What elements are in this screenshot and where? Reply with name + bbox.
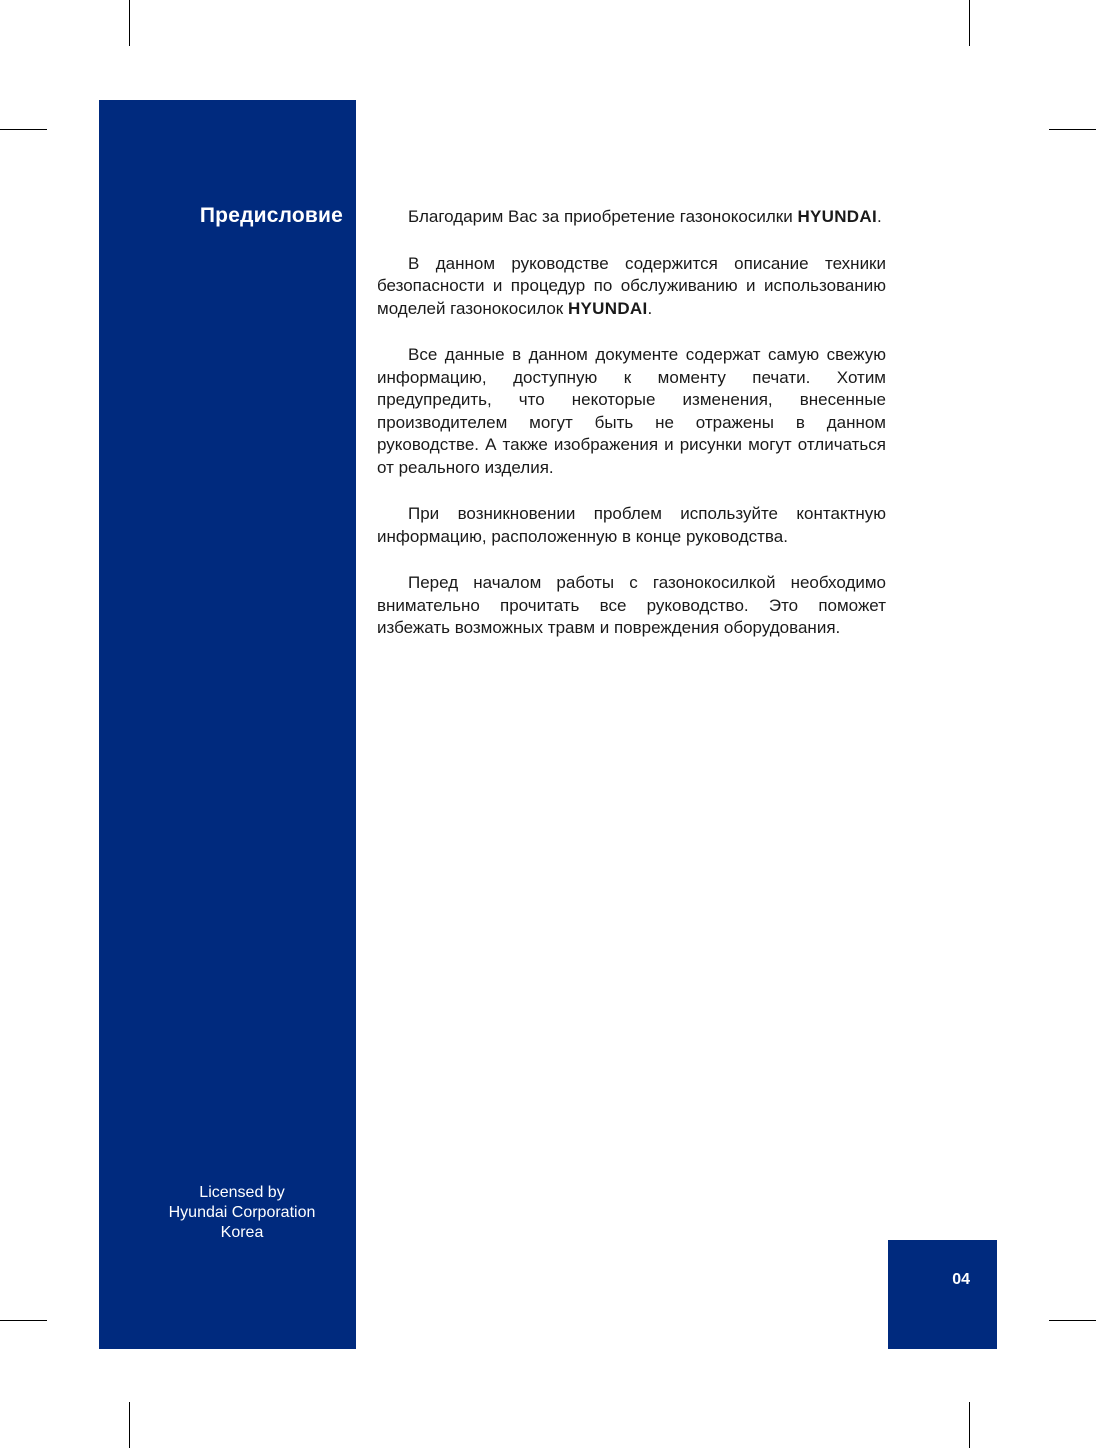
crop-mark <box>0 129 47 130</box>
paragraph-contents <box>377 253 886 321</box>
license-line: Korea <box>220 1224 264 1241</box>
license-text <box>99 1183 385 1243</box>
crop-mark <box>1049 129 1096 130</box>
crop-mark <box>129 1402 130 1448</box>
crop-mark <box>969 0 970 46</box>
crop-mark <box>129 0 130 46</box>
paragraph-thanks <box>377 206 886 229</box>
license-line: Hyundai Corporation <box>168 1204 316 1221</box>
paragraph-text: В данном руководстве содержится описание техники безопасности и процедур по обслуживанию и использованию моделей газонокосилок <box>377 253 886 318</box>
sidebar <box>99 100 356 1349</box>
paragraph-end: . <box>876 207 882 226</box>
crop-mark <box>969 1402 970 1448</box>
paragraph-disclaimer: Все данные в данном документе содержат самую свежую информацию, доступную к моменту печати. Хотим предупредить, что некоторые изменения, внесенные производителем могут быть не отражены в данном руководстве. А также изображения и рисунки могут отличаться от реального изделия. <box>377 345 886 477</box>
paragraph-end: . <box>647 298 653 318</box>
brand-name: HYUNDAI <box>797 207 877 226</box>
crop-mark <box>1049 1320 1096 1321</box>
page-number: 04 <box>952 1271 970 1288</box>
brand-name: HYUNDAI <box>567 298 648 318</box>
crop-mark <box>0 1320 47 1321</box>
body-text <box>377 206 886 664</box>
paragraph-contacts: При возникновении проблем используйте контактную информацию, расположенную в конце руководства. <box>377 504 886 546</box>
license-line: Licensed by <box>199 1184 285 1201</box>
page-number-box <box>888 1240 997 1349</box>
paragraph-warning: Перед началом работы с газонокосилкой необходимо внимательно прочитать все руководство. Это поможет избежать возможных травм и повреждения оборудования. <box>377 573 886 637</box>
section-title: Предисловие <box>199 204 343 227</box>
paragraph-text: Благодарим Вас за приобретение газонокосилки <box>408 207 798 226</box>
